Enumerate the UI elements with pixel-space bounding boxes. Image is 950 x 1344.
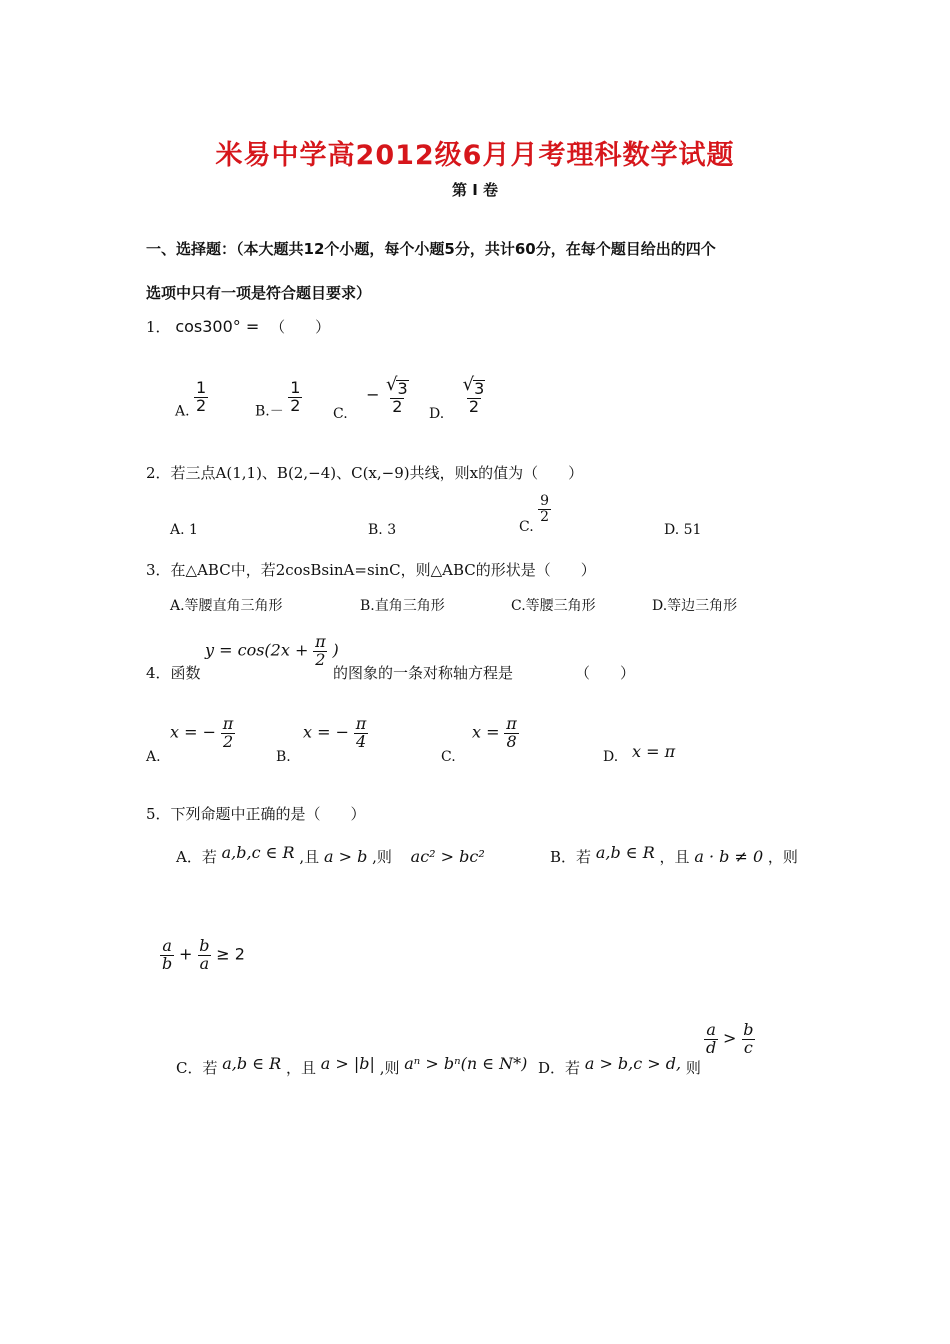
q1-option-d-fraction	[461, 376, 488, 416]
q4-b-num: π	[355, 714, 367, 733]
q5-d-fraction-2	[741, 1022, 755, 1057]
q5-option-b-conclusion	[160, 938, 245, 973]
q5-b-f1-num: a	[162, 936, 172, 955]
q4-blank: （ ）	[575, 664, 636, 682]
q4-function	[205, 634, 339, 669]
page-subtitle: 第 I 卷	[451, 181, 499, 199]
q5-option-b	[550, 843, 798, 867]
q1-option-d	[429, 376, 487, 422]
q4-b-den: 4	[355, 731, 367, 751]
q2-stem: 2．若三点A(1,1)、B(2,−4)、C(x,−9)共线，则x的值为（ ）	[146, 464, 584, 482]
q5-b-then: ，则	[767, 848, 798, 866]
q4-option-c	[472, 716, 519, 751]
q4-c-num: π	[506, 714, 517, 733]
q1-blank: （ ）	[270, 318, 331, 336]
q4-a-fraction	[221, 716, 236, 751]
q5-d-f2-num: b	[743, 1020, 754, 1039]
q5-d-fraction-1	[704, 1022, 718, 1057]
q1-option-c	[333, 376, 411, 422]
q1-c-radicand: 3	[397, 379, 408, 398]
q1-option-d-label: D.	[429, 405, 445, 422]
q5-a-then: ,则	[372, 848, 392, 866]
q1-d-radicand: 3	[474, 379, 485, 398]
q5-c-conclusion: aⁿ > bⁿ(n ∈ N*)	[404, 1054, 528, 1073]
q2-option-c-label: C.	[519, 519, 534, 536]
q5-d-then: 则	[685, 1059, 701, 1077]
q5-b-plus: +	[179, 944, 193, 964]
q5-c-then: ,则	[379, 1059, 400, 1077]
q4-option-c-label: C.	[441, 749, 456, 765]
q4-c-fraction	[504, 716, 519, 751]
q5-b-f2-num: b	[199, 936, 210, 955]
q1-c-sign: −	[366, 384, 380, 404]
q5-stem: 5．下列命题中正确的是（ ）	[146, 805, 366, 823]
q4-b-lhs: x = −	[303, 722, 350, 742]
q1-option-a-fraction	[194, 380, 208, 415]
q1-c-den: 2	[392, 396, 403, 416]
q4-func-fraction	[313, 634, 328, 669]
q5-c-prefix: C．若	[176, 1059, 218, 1077]
q2-option-c-fraction	[538, 494, 551, 524]
q3-option-c: C.等腰三角形	[511, 598, 596, 614]
q4-func-num: π	[315, 632, 326, 651]
q5-d-gt: >	[723, 1028, 737, 1048]
q3-stem: 3．在△ABC中，若2cosBsinA=sinC，则△ABC的形状是（ ）	[146, 561, 596, 579]
q1-c-sqrt: √ 3	[385, 374, 408, 398]
q5-b-ge: ≥ 2	[216, 944, 245, 964]
q4-a-num: π	[222, 714, 234, 733]
q4-option-a-label: A.	[146, 749, 161, 765]
q3-option-a: A.等腰直角三角形	[170, 598, 283, 614]
q4-number: 4．函数	[146, 664, 201, 682]
q4-func-lhs: y = cos(2x +	[205, 640, 309, 660]
q4-c-lhs: x =	[472, 722, 500, 742]
q1-d-den: 2	[468, 396, 480, 416]
q5-c-cond: a > |b|	[320, 1054, 375, 1073]
q1-a-num: 1	[196, 378, 207, 397]
q4-option-b	[303, 716, 368, 751]
q5-a-cond: a > b	[323, 847, 368, 866]
q4-tail: 的图象的一条对称轴方程是	[333, 664, 514, 682]
q5-b-fraction-1	[160, 938, 174, 973]
q1-b-den: 2	[290, 395, 301, 415]
q4-b-fraction	[354, 716, 369, 751]
q4-func-close: )	[332, 640, 339, 660]
q5-c-set: a,b ∈ R	[222, 1054, 282, 1073]
q4-a-den: 2	[222, 731, 234, 751]
section-heading-line1: 一、选择题：（本大题共12个小题，每个小题5分，共计60分，在每个题目给出的四个	[146, 240, 716, 258]
q5-option-d	[538, 1054, 701, 1078]
q5-a-mid: ,且	[299, 848, 320, 866]
q5-b-fraction-2	[197, 938, 211, 973]
q1-expression: cos300° =	[175, 317, 260, 336]
q5-b-prefix: B．若	[550, 848, 592, 866]
q2-option-c	[519, 494, 551, 535]
q5-a-conclusion: ac² > bc²	[410, 847, 485, 866]
q1-option-b-fraction	[288, 380, 302, 415]
q5-d-f1-den: d	[706, 1037, 717, 1057]
q4-option-a	[170, 716, 235, 751]
q1-option-c-label: C.	[333, 405, 348, 422]
q5-b-set: a,b ∈ R	[595, 843, 655, 862]
q3-option-b: B.直角三角形	[360, 598, 445, 614]
q4-option-d: x = π	[632, 742, 676, 761]
q5-d-f1-num: a	[706, 1020, 716, 1039]
q1-option-a-label: A.	[175, 403, 190, 420]
q4-func-den: 2	[315, 649, 326, 669]
q2-c-num: 9	[540, 493, 550, 509]
q1-number: 1．	[146, 318, 171, 336]
q5-a-set: a,b,c ∈ R	[221, 843, 295, 862]
q2-option-a: A. 1	[170, 522, 198, 538]
q5-b-f1-den: b	[162, 953, 173, 973]
q5-option-a	[176, 843, 485, 867]
q2-option-b: B. 3	[368, 522, 397, 538]
q1-d-sqrt: √ 3	[462, 374, 485, 398]
page-title: 米易中学高2012级6月月考理科数学试题	[215, 140, 735, 171]
q5-b-mid: ，且	[659, 848, 690, 866]
q5-a-prefix: A．若	[176, 848, 217, 866]
q1-a-den: 2	[196, 395, 207, 415]
q1-option-b-label: B.－	[255, 403, 284, 420]
q1-option-b	[255, 380, 302, 420]
q4-option-d-label: D.	[603, 749, 619, 765]
q5-d-prefix: D．若	[538, 1059, 581, 1077]
q5-d-f2-den: c	[743, 1037, 753, 1057]
q4-a-lhs: x = −	[170, 722, 217, 742]
q1-option-c-fraction	[384, 376, 411, 416]
q4-option-b-label: B.	[276, 749, 291, 765]
q4-c-den: 8	[506, 731, 517, 751]
q5-option-c	[176, 1054, 527, 1078]
section-heading-line2: 选项中只有一项是符合题目要求）	[146, 284, 372, 302]
q5-d-cond: a > b,c > d,	[584, 1054, 682, 1073]
q2-c-den: 2	[540, 508, 550, 525]
q3-option-d: D.等边三角形	[652, 598, 738, 614]
q1-stem	[146, 316, 330, 337]
q5-option-d-conclusion	[704, 1022, 755, 1057]
q5-b-cond: a · b ≠ 0	[694, 847, 764, 866]
q5-b-f2-den: a	[199, 953, 210, 973]
q1-option-a	[175, 380, 208, 419]
q2-option-d: D. 51	[664, 522, 702, 538]
q1-b-num: 1	[290, 378, 301, 397]
q5-c-mid: ，且	[285, 1059, 316, 1077]
